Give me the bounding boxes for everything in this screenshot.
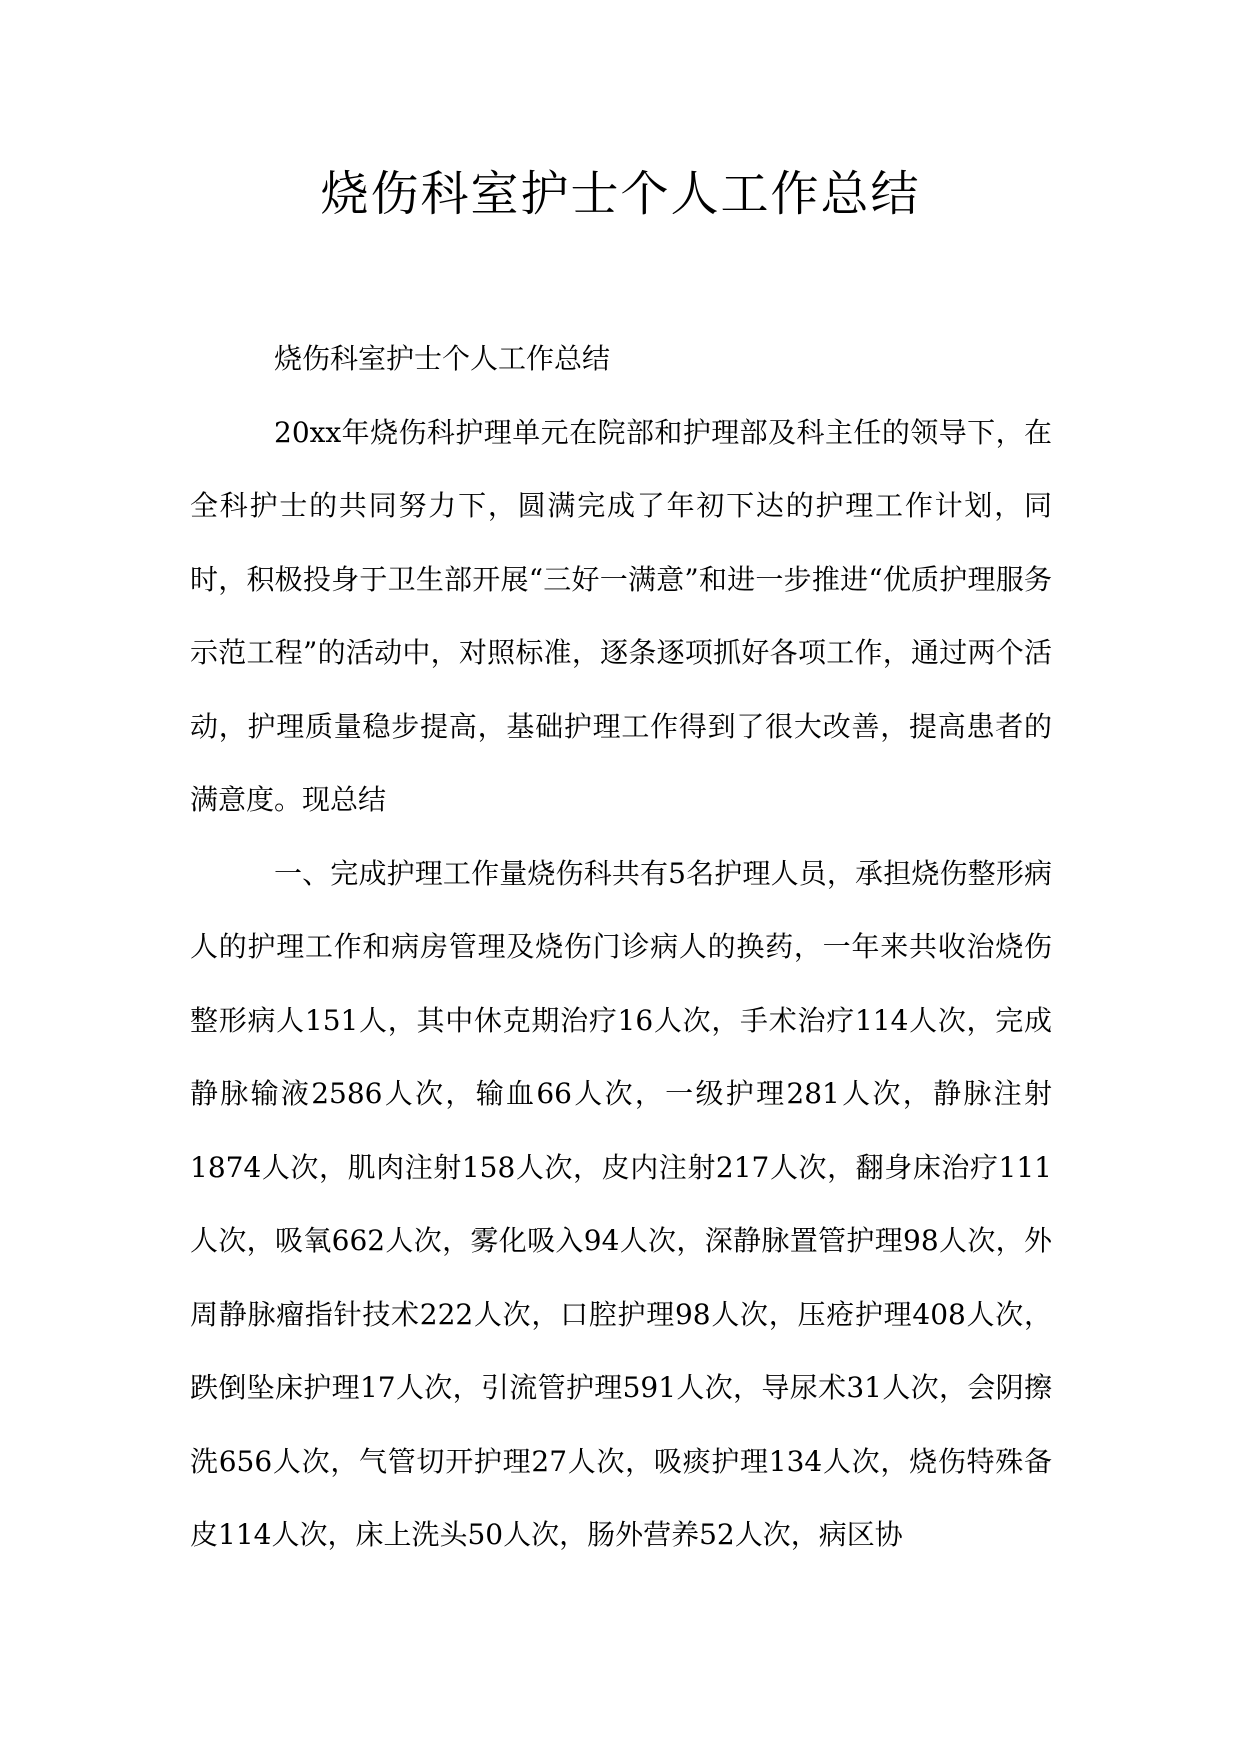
document-body xyxy=(190,322,1052,1572)
document-title: 烧伤科室护士个人工作总结 xyxy=(320,166,921,222)
paragraph-intro: 20xx年烧伤科护理单元在院部和护理部及科主任的领导下，在全科护士的共同努力下，圆满完成了年初下达的护理工作计划，同时，积极投身于卫生部开展“三好一满意”和进一步推进“优质护理服务示范工程”的活动中，对照标准，逐条逐项抓好各项工作，通过两个活动，护理质量稳步提高，基础护理工作得到了很大改善，提高患者的满意度。现总结 xyxy=(190,415,1052,816)
paragraph-subtitle: 烧伤科室护士个人工作总结 xyxy=(274,342,611,375)
paragraph-workload: 一、完成护理工作量烧伤科共有5名护理人员，承担烧伤整形病人的护理工作和病房管理及烧伤门诊病人的换药，一年来共收治烧伤整形病人151人，其中休克期治疗16人次，手术治疗114人次，完成静脉输液2586人次，输血66人次，一级护理281人次，静脉注射1874人次，肌肉注射158人次，皮内注射217人次，翻身床治疗111人次，吸氧662人次，雾化吸入94人次，深静脉置管护理98人次，外周静脉瘤指针技术222人次，口腔护理98人次，压疮护理408人次，跌倒坠床护理17人次，引流管护理591人次，导尿术31人次，会阴擦洗656人次，气管切开护理27人次，吸痰护理134人次，烧伤特殊备皮114人次，床上洗头50人次，肠外营养52人次，病区协 xyxy=(190,856,1052,1551)
